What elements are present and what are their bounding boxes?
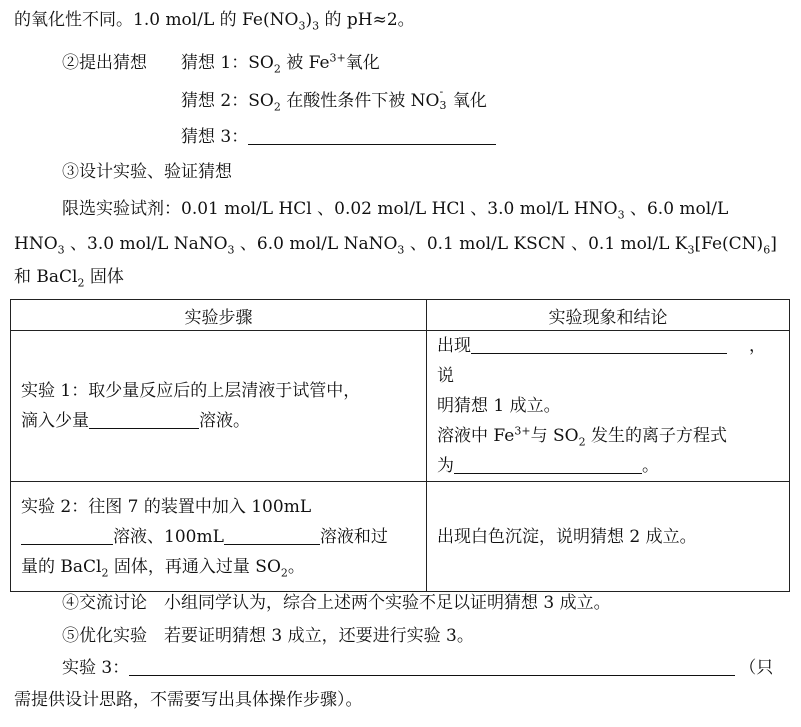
exp1-equation-blank[interactable] <box>454 455 642 474</box>
hypothesis-2: 猜想 2：$SO_2$ 在酸性条件下被 NO - 3 氧化 <box>181 85 487 114</box>
reagents-line-1: 限选实验试剂：0.01 mol/L HCl 、0.02 mol/L HCl 、3.0 mol/L $HNO_3$ 、6.0 mol/L <box>62 199 729 222</box>
experiment-table <box>10 299 790 592</box>
exp3-line: 实验 3： （只 <box>62 658 774 678</box>
reagents-line-3: 和 BaCl$_2$ 固体 <box>14 267 124 290</box>
exp2-result: 出现白色沉淀，说明猜想 2 成立。 <box>437 526 697 547</box>
exp1-result-line1: 出现 ，说 <box>437 336 766 386</box>
exp1-step-line2: 滴入少量 溶液。 <box>21 411 250 431</box>
discussion-line: ④交流讨论 小组同学认为，综合上述两个实验不足以证明猜想 3 成立。 <box>62 593 611 613</box>
exp2-step-line1: 实验 2：往图 7 的装置中加入 100mL <box>21 496 312 517</box>
hypothesis-title: ②提出猜想 <box>62 53 147 73</box>
exp1-phenomenon-blank[interactable] <box>471 335 727 354</box>
exp2-solution-blank-1[interactable] <box>21 526 113 545</box>
exp2-solution-blank-2[interactable] <box>224 526 320 545</box>
hypothesis-3: 猜想 3： <box>181 125 496 149</box>
exp1-result-line3: 溶液中 $Fe^{3+}$与 $SO_2$ 发生的离子方程式 <box>437 424 727 449</box>
exp3-blank[interactable] <box>129 657 735 676</box>
intro-line: 的氧化性不同。1.0 mol/L 的 $Fe(NO_3)_3$ 的 pH≈2。 <box>14 10 415 33</box>
exp2-step-line2: 溶液、100mL 溶液和过 <box>21 522 416 552</box>
table-row <box>11 482 790 592</box>
hypothesis-3-blank[interactable] <box>248 126 496 145</box>
table-header-row <box>11 300 790 331</box>
optimize-line: ⑤优化实验 若要证明猜想 3 成立，还要进行实验 3。 <box>62 626 474 646</box>
exp2-result-cell <box>427 482 790 592</box>
exp2-step-cell <box>11 482 427 592</box>
exp1-reagent-blank[interactable] <box>89 410 199 429</box>
header-results: 实验现象和结论 <box>427 300 790 331</box>
exp1-step-line1: 实验 1：取少量反应后的上层清液于试管中， <box>21 381 361 401</box>
design-title: ③设计实验、验证猜想 <box>62 162 232 182</box>
exp1-result-cell <box>427 331 790 482</box>
exp3-note: 需提供设计思路，不需要写出具体操作步骤）。 <box>14 690 363 710</box>
nitrate-charge: - 3 <box>439 85 447 112</box>
exp2-step-line3: 量的 BaCl$_2$ 固体，再通入过量 $SO_2$。 <box>21 556 305 579</box>
table-row <box>11 331 790 482</box>
exp1-step-cell <box>11 331 427 482</box>
reagents-line-2: $HNO_3$ 、3.0 mol/L NaNO$_3$ 、6.0 mol/L NaNO$_3$ 、0.1 mol/L KSCN 、0.1 mol/L $K_3[Fe(CN)_6]$ <box>14 234 777 257</box>
exp1-result-line4: 为 。 <box>437 456 659 476</box>
hypothesis-1: 猜想 1：$SO_2$ 被 $Fe^{3+}$氧化 <box>181 51 380 76</box>
header-steps: 实验步骤 <box>11 300 427 331</box>
exp1-result-line2: 明猜想 1 成立。 <box>437 396 561 416</box>
